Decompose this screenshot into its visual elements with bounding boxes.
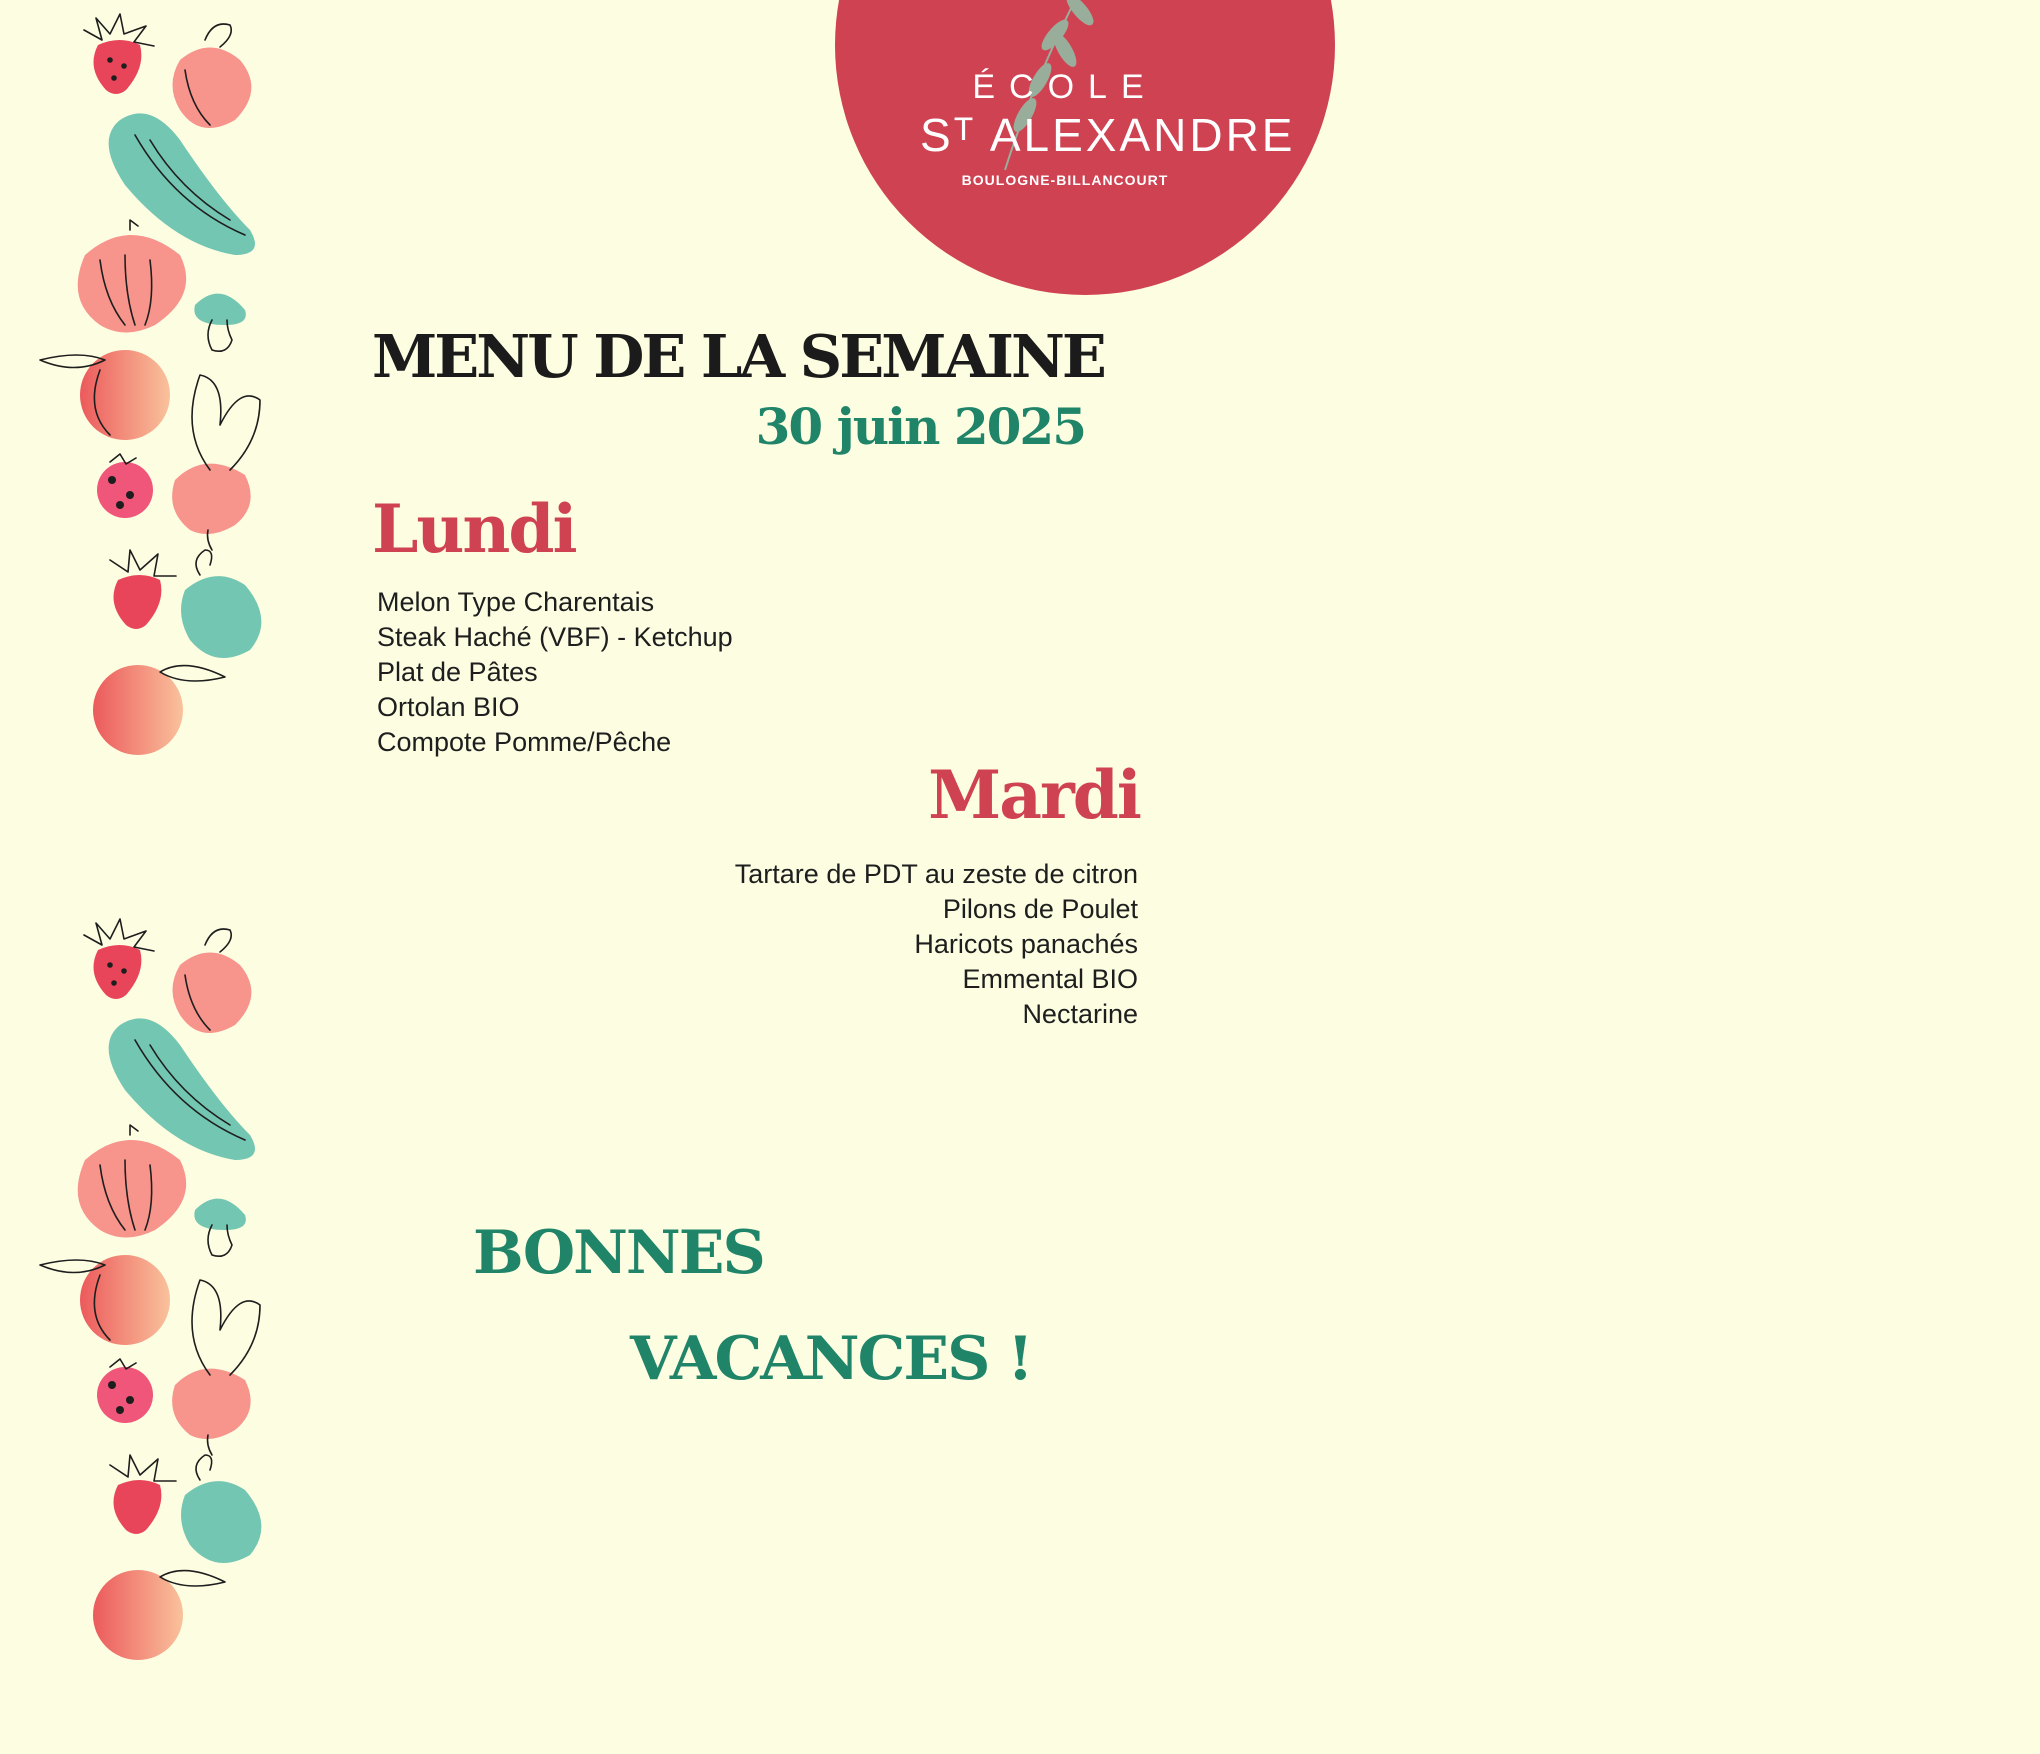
closing-line-1: BONNES xyxy=(473,1218,764,1288)
cucumber-icon xyxy=(109,113,255,255)
mushroom-icon xyxy=(194,294,245,352)
logo-school-name: Sᵀ ALEXANDRE xyxy=(920,109,1296,161)
menu-item: Steak Haché (VBF) - Ketchup xyxy=(377,622,733,652)
raspberry-icon xyxy=(97,454,153,518)
logo-location: BOULOGNE-BILLANCOURT xyxy=(961,172,1169,188)
pepper-icon xyxy=(181,550,261,658)
menu-item: Ortolan BIO xyxy=(377,692,520,722)
peach-icon xyxy=(40,350,170,440)
fruit-vegetable-border xyxy=(0,0,290,1754)
logo-ecole: ÉCOLE xyxy=(972,68,1158,106)
menu-item: Nectarine xyxy=(1022,999,1138,1029)
lundi-menu-list xyxy=(377,585,733,760)
menu-item: Tartare de PDT au zeste de citron xyxy=(734,859,1138,889)
menu-item: Melon Type Charentais xyxy=(377,587,655,617)
strawberry-icon xyxy=(84,14,154,94)
menu-item: Compote Pomme/Pêche xyxy=(377,727,672,757)
peach-icon xyxy=(93,665,225,755)
menu-item: Pilons de Poulet xyxy=(942,894,1138,924)
menu-item: Emmental BIO xyxy=(962,964,1138,994)
onion-icon xyxy=(78,220,186,333)
menu-item: Haricots panachés xyxy=(914,929,1138,959)
radish-icon xyxy=(172,375,260,550)
menu-date: 30 juin 2025 xyxy=(755,397,1085,456)
day-heading-mardi: Mardi xyxy=(928,756,1140,834)
page-title: MENU DE LA SEMAINE xyxy=(372,322,1104,391)
logo-badge xyxy=(840,0,2040,340)
closing-line-2: VACANCES ! xyxy=(630,1324,1032,1394)
pepper-icon xyxy=(173,24,252,128)
day-heading-lundi: Lundi xyxy=(372,490,576,568)
mardi-menu-list xyxy=(640,857,1138,1032)
strawberry-icon xyxy=(110,550,176,629)
menu-item: Plat de Pâtes xyxy=(377,657,538,687)
